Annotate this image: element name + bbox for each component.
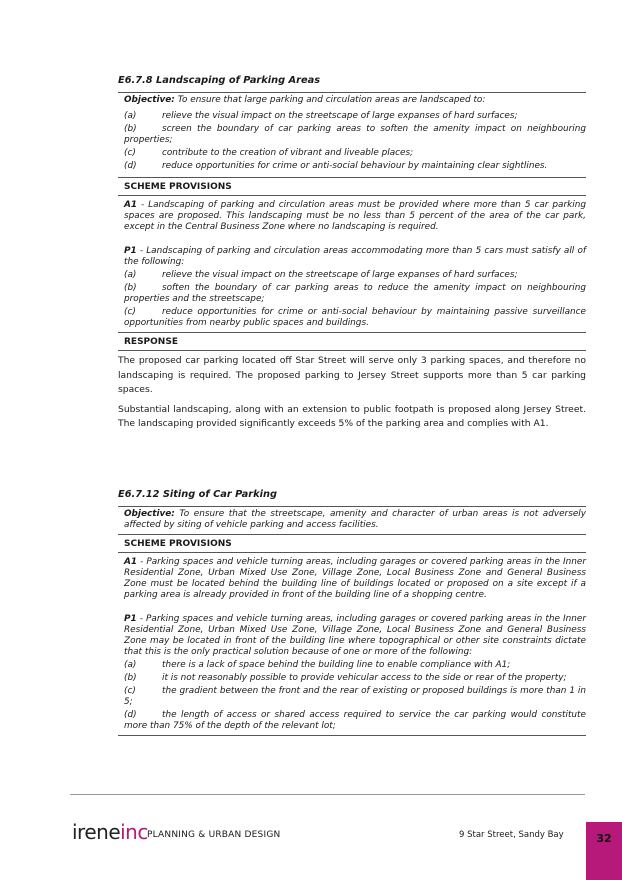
- project-address: 9 Star Street, Sandy Bay: [459, 830, 564, 840]
- section-siting: [118, 489, 586, 736]
- section-title: E6.7.8 Landscaping of Parking Areas: [118, 75, 321, 86]
- section-title: E6.7.12 Siting of Car Parking: [118, 489, 277, 500]
- page-number-box: [586, 822, 622, 880]
- provisions-header: SCHEME PROVISIONS: [118, 177, 586, 196]
- objective-item: (b) screen the boundary of car parking areas to soften the amenity impact on neighbouring properties;: [124, 124, 586, 145]
- objective: Objective: To ensure that the streetscape, amenity and character of urban areas is not adversely affected by siting of vehicle parking and access facilities.: [124, 509, 586, 530]
- p1-item: (c) the gradient between the front and the rear of existing or proposed buildings is more than 1 in 5;: [124, 686, 586, 707]
- p1-item: (c) reduce opportunities for crime or anti-social behaviour by maintaining passive surveillance opportunities from nearby public spaces and buildings.: [124, 307, 586, 328]
- section-landscaping: [118, 75, 586, 432]
- provision-a1: A1 - Landscaping of parking and circulation areas must be provided where more than 5 car parking spaces are proposed. This landscaping must be no less than 5 percent of the area of the car park, except in the Central Business Zone where no landscaping is required.: [124, 200, 586, 232]
- company-logo: ireneinc: [72, 820, 148, 844]
- provision-p1: P1 - Parking spaces and vehicle turning areas, including garages or covered parking areas in the Inner Residential Zone, Urban Mixed Use Zone, Village Zone, Local Business Zone and General Business Zone may be located in front of the building line where topographical or other site constraints dictate that this is the only practical solution because of one or more of the following:: [124, 614, 586, 657]
- p1-item: (b) soften the boundary of car parking areas to reduce the amenity impact on neighbouring properties and the streetscape;: [124, 283, 586, 304]
- page-number: 32: [596, 832, 612, 845]
- response-header: RESPONSE: [118, 332, 586, 351]
- p1-item: (d) the length of access or shared access required to service the car parking would constitute more than 75% of the depth of the relevant lot;: [124, 710, 586, 731]
- provision-p1: P1 - Landscaping of parking and circulation areas accommodating more than 5 cars must satisfy all of the following:: [124, 246, 586, 267]
- objective-item: (d) reduce opportunities for crime or anti-social behaviour by maintaining clear sightlines.: [124, 161, 548, 171]
- objective-block: [118, 506, 586, 534]
- p1-item: (b) it is not reasonably possible to provide vehicular access to the side or rear of the property;: [124, 673, 567, 683]
- footer-divider: [70, 794, 585, 795]
- company-tagline: PLANNING & URBAN DESIGN: [147, 830, 281, 840]
- objective-block: [118, 92, 586, 175]
- p1-item: (a) there is a lack of space behind the building line to enable compliance with A1;: [124, 660, 511, 670]
- objective-item: (c) contribute to the creation of vibrant and liveable places;: [124, 148, 414, 158]
- provisions-header: SCHEME PROVISIONS: [118, 534, 586, 553]
- p1-item: (a) relieve the visual impact on the streetscape of large expanses of hard surfaces;: [124, 270, 518, 280]
- response-paragraph: The proposed car parking located off Star Street will serve only 3 parking spaces, and therefore no landscaping is required. The proposed parking to Jersey Street supports more than 5 car parking spaces.: [118, 355, 586, 395]
- objective: Objective: To ensure that large parking and circulation areas are landscaped to:: [124, 95, 486, 105]
- objective-item: (a) relieve the visual impact on the streetscape of large expanses of hard surfaces;: [124, 111, 518, 121]
- section-bottom-rule: [118, 735, 586, 736]
- provision-a1: A1 - Parking spaces and vehicle turning areas, including garages or covered parking areas in the Inner Residential Zone, Urban Mixed Use Zone, Village Zone, Local Business Zone and General Business Zone must be located behind the building line of buildings located or proposed on a site except if a parking area is already provided in front of the building line of a shopping centre.: [124, 557, 586, 600]
- response-paragraph: Substantial landscaping, along with an extension to public footpath is proposed along Jersey Street. The landscaping provided significantly exceeds 5% of the parking area and complies with A1.: [118, 403, 586, 429]
